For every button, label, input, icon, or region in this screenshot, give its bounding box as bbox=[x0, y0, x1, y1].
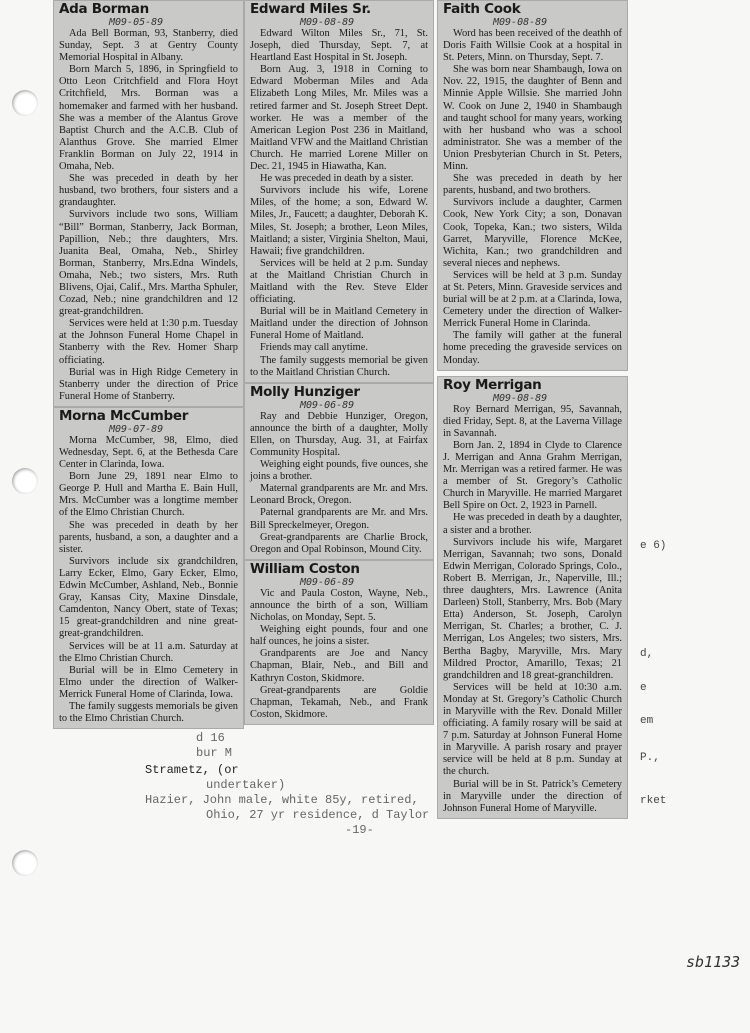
clipping-column-1 bbox=[53, 0, 244, 729]
clipping-paragraph: He was preceded in death by a daughter, a sister and a brother. bbox=[443, 512, 622, 536]
clipping-roy-merrigan bbox=[437, 376, 628, 819]
clipping-paragraph: Services will be at 11 a.m. Saturday at the Elmo Christian Church. bbox=[59, 640, 238, 664]
clipping-column-3 bbox=[437, 0, 628, 819]
clipping-paragraph: Born Jan. 2, 1894 in Clyde to Clarence J. Merrigan and Anna Grahm Merrigan, Mr. Merrigan was a retired farmer. He was a member of St. Gregory’s Catholic Church in Maryville. He married Margaret Bell Spire on Oct. 2, 1923 in Parnell. bbox=[443, 439, 622, 512]
clipping-paragraph: Burial will be in Maitland Cemetery in Maitland under the direction of Johnson Funeral Home of Maitland. bbox=[250, 306, 428, 342]
clipping-paragraph: The family suggests memorials be given to the Elmo Christian Church. bbox=[59, 700, 238, 725]
clipping-paragraph: Great-grandparents are Charlie Brock, Oregon and Opal Robinson, Mound City. bbox=[250, 531, 428, 555]
clipping-paragraph: Born June 29, 1891 near Elmo to George P. Hull and Martha E. Bain Hull, Mrs. McCumber was a longtime member of the Elmo Christian Church. bbox=[59, 471, 238, 519]
handwritten-date: M09-05-89 bbox=[109, 17, 164, 28]
clipping-paragraph: Word has been received of the deathh of Doris Faith Willsie Cook at a hospital in St. Peters, Minn. on Thursday, Sept. 7. bbox=[443, 28, 622, 64]
margin-fragment: e bbox=[640, 682, 647, 694]
clipping-column-2 bbox=[244, 0, 434, 725]
clipping-paragraph: Services will be held at 10:30 a.m. Monday at St. Gregory’s Catholic Church in Maryville with the Rev. Donald Miller officiating. A family rosary will be said at 7 p.m. Saturday at Johnson Funeral Home in Maryville. A parish rosary and prayer service will be held at 8 p.m. Sunday at the church. bbox=[443, 681, 622, 778]
clipping-paragraph: Friends may call anytime. bbox=[260, 342, 368, 354]
typed-line: bur M bbox=[196, 746, 233, 761]
typed-line: d 16 bbox=[196, 731, 225, 746]
clipping-title: Ada Borman bbox=[59, 1, 149, 17]
clipping-paragraph: Services will be held at 3 p.m. Sunday at St. Peters, Minn. Graveside services and burial will be at 2 p.m. at a Clarinda, Iowa, Cemetery under the direction of Walker-Merrick Funeral Home in Clarinda. bbox=[443, 269, 622, 330]
handwritten-date: M09-08-89 bbox=[300, 17, 355, 28]
clipping-paragraph: The family suggests memorial be given to the Maitland Christian Church. bbox=[250, 354, 428, 378]
clipping-paragraph: Services were held at 1:30 p.m. Tuesday at the Johnson Funeral Home Chapel in Stanberry with the Rev. Homer Sharp officiating. bbox=[59, 318, 238, 366]
clipping-paragraph: Survivors include his wife, Lorene Miles, of the home; a son, Edward W. Miles, Jr., Faucett; a daughter, Deborah K. Miles, St. Joseph; a brother, Leon Miles, Maitland; a sister, Virginia Shelton, Maui, Hawaii; five grandchildren. bbox=[250, 185, 428, 257]
clipping-title: Morna McCumber bbox=[59, 407, 189, 424]
clipping-paragraph: She was preceded in death by her parents, husband, and two brothers. bbox=[443, 173, 622, 197]
clipping-paragraph: He was preceded in death by a sister. bbox=[260, 173, 414, 185]
clipping-paragraph: Great-grandparents are Goldie Chapman, Tekamah, Neb., and Frank Coston, Skidmore. bbox=[250, 684, 428, 720]
handwritten-date: M09-08-89 bbox=[493, 392, 548, 404]
clipping-paragraph: Burial will be in Elmo Cemetery in Elmo under the direction of Walker-Merrick Funeral Home of Clarinda, Iowa. bbox=[59, 664, 238, 700]
clipping-title: William Coston bbox=[250, 560, 360, 577]
clipping-edward-miles-sr bbox=[244, 0, 434, 383]
margin-fragment: P., bbox=[640, 752, 660, 764]
clipping-paragraph: Grandparents are Joe and Nancy Chapman, Blair, Neb., and Bill and Kathryn Coston, Skidmore. bbox=[250, 648, 428, 684]
clipping-title: Faith Cook bbox=[443, 1, 521, 17]
page-number: -19- bbox=[345, 823, 374, 838]
clipping-paragraph: Ada Bell Borman, 93, Stanberry, died Sunday, Sept. 3 at Gentry County Memorial Hospital in Albany. bbox=[59, 28, 238, 64]
clipping-ada-borman bbox=[53, 0, 244, 407]
handwritten-date: M09-07-89 bbox=[109, 423, 164, 435]
clipping-paragraph: Weighing eight pounds, five ounces, she joins a brother. bbox=[250, 459, 428, 483]
margin-fragment: e 6) bbox=[640, 540, 667, 552]
clipping-william-coston bbox=[244, 560, 434, 725]
margin-fragment: rket bbox=[640, 795, 667, 807]
typed-line: Hazier, John male, white 85y, retired, bbox=[145, 793, 419, 808]
clipping-paragraph: Vic and Paula Coston, Wayne, Neb., announce the birth of a son, William Nicholas, on Monday, Sept. 5. bbox=[250, 587, 428, 624]
clipping-faith-cook bbox=[437, 0, 628, 371]
clipping-paragraph: Survivors include six grandchildren, Larry Ecker, Elmo, Gary Ecker, Elmo, Edwin McCumber, Ashland, Neb., Bonnie Gray, Kansas City, Maxine Dinsdale, Camdenton, Nancy Obert, state of Texas; 15 great-grandchildren and nine great-great-grandchildren. bbox=[59, 555, 238, 640]
clipping-paragraph: Survivors include his wife, Margaret Merrigan, Savannah; two sons, Donald Edwin Merrigan, Colorado Springs, Colo., Robert B. Merrigan, Jr., Naperville, Ill.; three daughters, Mrs. Lawrence (Anita Darleen) Stoll, Stanberry, Mrs. Bob (Mary Etta) Anderson, St. Joseph, Carolyn Merrigan, St. Charles; a brother, C. J. Merrigan, Los Angeles; two sisters, Mrs. Bertha Bagby, Maryville, Mrs. Mary Mildred Proctor, Amarillo, Texas; 21 grandchildren and 18 great-granchildren. bbox=[443, 536, 622, 681]
clipping-title: Roy Merrigan bbox=[443, 376, 542, 393]
clipping-paragraph: Paternal grandparents are Mr. and Mrs. Bill Spreckelmeyer, Oregon. bbox=[250, 507, 428, 531]
typed-line: Strametz, (or bbox=[145, 763, 239, 778]
clipping-paragraph: Survivors include two sons, William “Bill” Borman, Stanberry, Jack Borman, Papillion, Neb.; thre daughters, Mrs. Juanita Beal, Omaha, Neb., Shirley Borman, Stanberry, Mrs.Edna Windels, Omaha, Neb.; two sisters, Mrs. Ruth Blivens, Ojai, Calif., Mrs. Martha Sphuler, Cozad, Neb.; nine grandchildren and 12 great-grandchildren. bbox=[59, 209, 238, 318]
clipping-paragraph: Services will be held at 2 p.m. Sunday at the Maitland Christian Church in Maitland with the Rev. Steve Elder officiating. bbox=[250, 257, 428, 306]
clipping-paragraph: She was preceded in death by her parents, husband, a son, a daughter and a sister. bbox=[59, 519, 238, 555]
clipping-title: Molly Hunziger bbox=[250, 383, 360, 400]
typed-line: Ohio, 27 yr residence, d Taylor bbox=[206, 808, 430, 823]
clipping-paragraph: Survivors include a daughter, Carmen Cook, New York City; a son, Donavan Cook, Topeka, Kan.; two sisters, Wilda Garret, Maryville, Florence McKee, Wichita, Kan.; two grandchildren and several nieces and nephews. bbox=[443, 197, 622, 269]
clipping-molly-hunziger bbox=[244, 383, 434, 560]
clipping-morna-mccumber bbox=[53, 407, 244, 729]
clipping-paragraph: Roy Bernard Merrigan, 95, Savannah, died Friday, Sept. 8, at the Laverna Village in Savannah. bbox=[443, 403, 622, 439]
clipping-paragraph: Edward Wilton Miles Sr., 71, St. Joseph, died Thursday, Sept. 7, at Heartland East Hospital in St. Joseph. bbox=[250, 28, 428, 64]
punch-hole bbox=[12, 90, 38, 116]
clipping-paragraph: Morna McCumber, 98, Elmo, died Wednesday, Sept. 6, at the Bethesda Care Center in Clarinda, Iowa. bbox=[59, 434, 238, 471]
clipping-paragraph: Born Aug. 3, 1918 in Corning to Edward Moberman Miles and Ada Elizabeth Long Miles, Mr. Miles was a retired farmer and St. Joseph Street Dept. worker. He was a member of the American Legion Post 236 in Maitland, Maitland VFW and the Maitland Christian Church. He married Lorene Miller on Dec. 21, 1945 in Hiawatha, Kan. bbox=[250, 64, 428, 173]
clipping-paragraph: Burial will be in St. Patrick’s Cemetery in Maryville under the direction of Johnson Funeral Home of Maryville. bbox=[443, 778, 622, 814]
margin-fragment: em bbox=[640, 715, 654, 727]
clipping-paragraph: The family will gather at the funeral home preceding the graveside services on Monday. bbox=[443, 330, 622, 366]
clipping-paragraph: Maternal grandparents are Mr. and Mrs. Leonard Brock, Oregon. bbox=[250, 483, 428, 507]
handwritten-date: M09-06-89 bbox=[300, 399, 355, 411]
clipping-paragraph: Born March 5, 1896, in Springfield to Otto Leon Critchfield and Flora Hoyt Critchfield, Mrs. Borman was a homemaker and farmed with her husband. She was a member of the Alantus Grove Baptist Church and the A.C.B. Club of Alanthus Grove. She married Elmer Franklin Borman on July 22, 1914 in Omaha, Neb. bbox=[59, 64, 238, 173]
handwritten-date: M09-08-89 bbox=[493, 17, 548, 28]
clipping-title: Edward Miles Sr. bbox=[250, 1, 371, 17]
punch-hole bbox=[12, 850, 38, 876]
punch-hole bbox=[12, 468, 38, 494]
margin-fragment: d, bbox=[640, 648, 654, 660]
clipping-paragraph: Burial was in High Ridge Cemetery in Stanberry under the direction of Price Funeral Home of Stanberry. bbox=[59, 366, 238, 402]
clipping-paragraph: Weighing eight pounds, four and one half ounces, he joins a sister. bbox=[250, 624, 428, 648]
typed-line: undertaker) bbox=[206, 778, 286, 793]
clipping-paragraph: She was preceded in death by her husband, two brothers, four sisters and a grandaughter. bbox=[59, 173, 238, 209]
clipping-paragraph: She was born near Shambaugh, Iowa on Nov. 22, 1915, the daughter of Benn and Minnie Apple Willsie. She married John W. Cook on June 2, 1940 in Shambaugh and taught school for many years, working with her husband who was a school administrator. She was a member of the Union Presbyterian Church in St. Peters, Minn. bbox=[443, 64, 622, 173]
clipping-paragraph: Ray and Debbie Hunziger, Oregon, announce the birth of a daughter, Molly Ellen, on Thursday, Aug. 31, at Fairfax Community Hospital. bbox=[250, 410, 428, 458]
handwritten-id: sb1133 bbox=[686, 953, 741, 971]
handwritten-date: M09-06-89 bbox=[300, 576, 355, 588]
